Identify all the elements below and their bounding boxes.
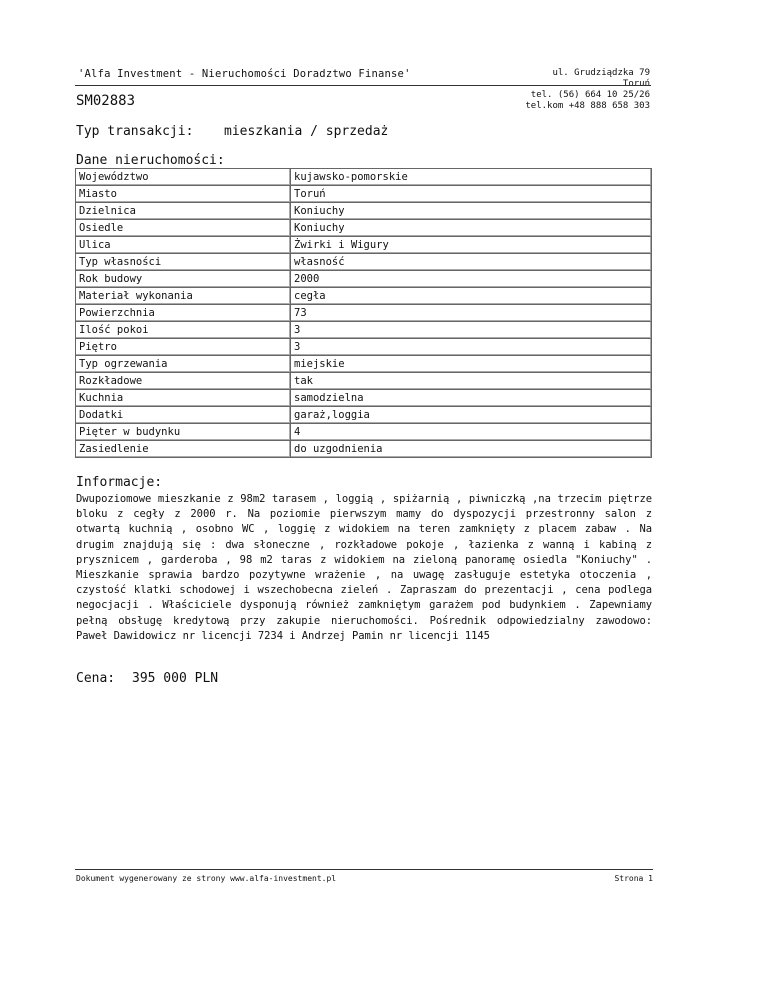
property-row — [76, 254, 652, 271]
property-row — [76, 169, 652, 186]
property-value: do uzgodnienia — [291, 441, 652, 458]
property-value: Koniuchy — [291, 220, 652, 237]
property-key: Rozkładowe — [76, 373, 291, 390]
property-value: kujawsko-pomorskie — [291, 169, 652, 186]
property-value: garaż,loggia — [291, 407, 652, 424]
property-row — [76, 339, 652, 356]
property-row — [76, 237, 652, 254]
property-value: miejskie — [291, 356, 652, 373]
footer-generated-note: Dokument wygenerowany ze strony www.alfa-investment.pl — [76, 874, 337, 883]
property-row — [76, 356, 652, 373]
property-row — [76, 305, 652, 322]
property-value: własność — [291, 254, 652, 271]
property-key: Ulica — [76, 237, 291, 254]
property-row — [76, 441, 652, 458]
property-key: Piętro — [76, 339, 291, 356]
property-value: 2000 — [291, 271, 652, 288]
price-label: Cena: — [76, 671, 116, 686]
property-section-title: Dane nieruchomości: — [76, 153, 225, 168]
property-value: Koniuchy — [291, 203, 652, 220]
property-value: 3 — [291, 322, 652, 339]
company-name: 'Alfa Investment - Nieruchomości Doradztwo Finanse' — [78, 68, 411, 80]
property-row — [76, 203, 652, 220]
address-mobile: tel.kom +48 888 658 303 — [525, 101, 650, 111]
info-text: Dwupoziomowe mieszkanie z 98m2 tarasem , loggią , spiżarnią , piwniczką ,na trzecim piętrze bloku z cegły z 2000 r. Na poziomie pierwszym mamy do dyspozycji przestronny salon z otwartą kuchnią , osobno WC , loggię z widokiem na teren zamknięty z placem zabaw . Na drugim znajdują się : dwa słoneczne , rozkładowe pokoje , łazienka z wanną i kabiną z prysznicem , garderoba , 98 m2 taras z widokiem na zieloną panoramę osiedla "Koniuchy" . Mieszkanie sprawia bardzo pozytywne wrażenie , na uwagę zasługuje estetyka otoczenia , czystość klatki schodowej i wszechobecna zieleń . Zapraszam do prezentacji , cena podlega negocjacji . Właściciele dysponują również zamkniętym garażem pod budynkiem . Zapewniamy pełną obsługę kredytową przy zakupie nieruchomości. Pośrednik odpowiedzialny zawodowo: Paweł Dawidowicz nr licencji 7234 i Andrzej Pamin nr licencji 1145 — [76, 493, 652, 642]
property-row — [76, 271, 652, 288]
property-value: Żwirki i Wigury — [291, 237, 652, 254]
property-key: Województwo — [76, 169, 291, 186]
property-value: cegła — [291, 288, 652, 305]
property-value: 4 — [291, 424, 652, 441]
property-row — [76, 186, 652, 203]
property-key: Powierzchnia — [76, 305, 291, 322]
property-value: samodzielna — [291, 390, 652, 407]
property-table — [75, 168, 652, 458]
property-key: Miasto — [76, 186, 291, 203]
property-row — [76, 390, 652, 407]
property-row — [76, 220, 652, 237]
header-divider — [75, 85, 651, 86]
property-row — [76, 322, 652, 339]
company-address — [525, 68, 650, 112]
property-key: Ilość pokoi — [76, 322, 291, 339]
footer-page-number: Strona 1 — [614, 874, 653, 883]
reference-number: SM02883 — [76, 93, 136, 109]
property-key: Dodatki — [76, 407, 291, 424]
property-row — [76, 407, 652, 424]
property-value: 73 — [291, 305, 652, 322]
address-street: ul. Grudziądzka 79 — [552, 68, 650, 78]
property-key: Typ ogrzewania — [76, 356, 291, 373]
property-key: Zasiedlenie — [76, 441, 291, 458]
price-value: 395 000 PLN — [132, 671, 219, 686]
property-key: Dzielnica — [76, 203, 291, 220]
address-phone: tel. (56) 664 10 25/26 — [530, 90, 650, 100]
address-city: Toruń — [622, 79, 650, 89]
property-key: Pięter w budynku — [76, 424, 291, 441]
property-row — [76, 424, 652, 441]
property-key: Typ własności — [76, 254, 291, 271]
info-section-title: Informacje: — [76, 475, 163, 490]
property-value: Toruń — [291, 186, 652, 203]
property-key: Kuchnia — [76, 390, 291, 407]
property-value: tak — [291, 373, 652, 390]
property-key: Osiedle — [76, 220, 291, 237]
property-row — [76, 373, 652, 390]
property-key: Materiał wykonania — [76, 288, 291, 305]
property-key: Rok budowy — [76, 271, 291, 288]
property-row — [76, 288, 652, 305]
property-value: 3 — [291, 339, 652, 356]
transaction-label: Typ transakcji: — [76, 124, 194, 139]
footer-divider — [75, 869, 653, 870]
transaction-value: mieszkania / sprzedaż — [224, 124, 389, 139]
